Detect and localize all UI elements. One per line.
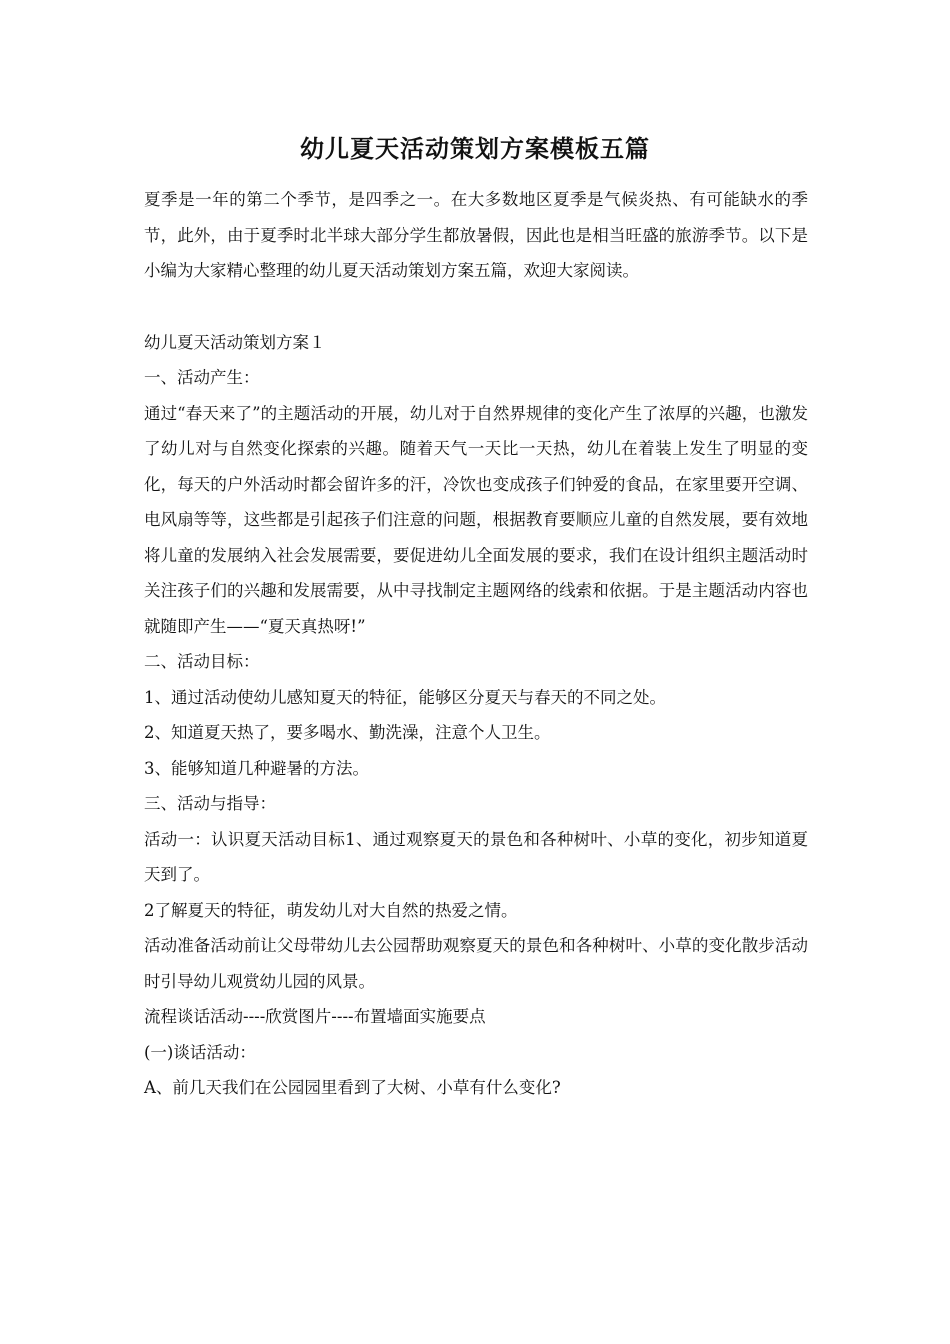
body-paragraph: 活动准备活动前让父母带幼儿去公园帮助观察夏天的景色和各种树叶、小草的变化散步活动时引导幼儿观赏幼儿园的风景。 bbox=[144, 936, 808, 991]
document-body bbox=[144, 182, 808, 1106]
list-item: 3、能够知道几种避暑的方法。 bbox=[144, 758, 369, 778]
paragraph-spacer bbox=[144, 289, 808, 325]
body-paragraph: (一)谈话活动： bbox=[144, 1042, 256, 1062]
body-paragraph: A、前几天我们在公园园里看到了大树、小草有什么变化? bbox=[144, 1078, 561, 1097]
list-item: 1、通过活动使幼儿感知夏天的特征，能够区分夏天与春天的不同之处。 bbox=[144, 687, 666, 707]
subsection-heading: 一、活动产生： bbox=[144, 368, 260, 387]
body-paragraph: 流程谈话活动----欣赏图片----布置墙面实施要点 bbox=[144, 1007, 486, 1026]
intro-paragraph: 夏季是一年的第二个季节，是四季之一。在大多数地区夏季是气候炎热、有可能缺水的季节，此外，由于夏季时北半球大部分学生都放暑假，因此也是相当旺盛的旅游季节。以下是小编为大家精心整理的幼儿夏天活动策划方案五篇，欢迎大家阅读。 bbox=[144, 190, 808, 280]
body-paragraph: 活动一：认识夏天活动目标1、通过观察夏天的景色和各种树叶、小草的变化，初步知道夏天到了。 bbox=[144, 829, 808, 884]
subsection-heading: 二、活动目标： bbox=[144, 652, 260, 671]
body-paragraph: 2了解夏天的特征，萌发幼儿对大自然的热爱之情。 bbox=[144, 900, 518, 920]
list-item: 2、知道夏天热了，要多喝水、勤洗澡，注意个人卫生。 bbox=[144, 723, 551, 742]
document-title: 幼儿夏天活动策划方案模板五篇 bbox=[300, 135, 650, 163]
subsection-heading: 三、活动与指导： bbox=[144, 794, 276, 813]
section-heading: 幼儿夏天活动策划方案１ bbox=[144, 332, 326, 352]
body-paragraph: 通过“春天来了”的主题活动的开展，幼儿对于自然界规律的变化产生了浓厚的兴趣，也激发了幼儿对与自然变化探索的兴趣。随着天气一天比一天热，幼儿在着装上发生了明显的变化，每天的户外活动时都会留许多的汗，冷饮也变成孩子们钟爱的食品，在家里要开空调、电风扇等等，这些都是引起孩子们注意的问题，根据教育要顺应儿童的自然发展，要有效地将儿童的发展纳入社会发展需要，要促进幼儿全面发展的要求，我们在设计组织主题活动时关注孩子们的兴趣和发展需要，从中寻找制定主题网络的线索和依据。于是主题活动内容也就随即产生——“夏天真热呀!” bbox=[144, 403, 808, 636]
